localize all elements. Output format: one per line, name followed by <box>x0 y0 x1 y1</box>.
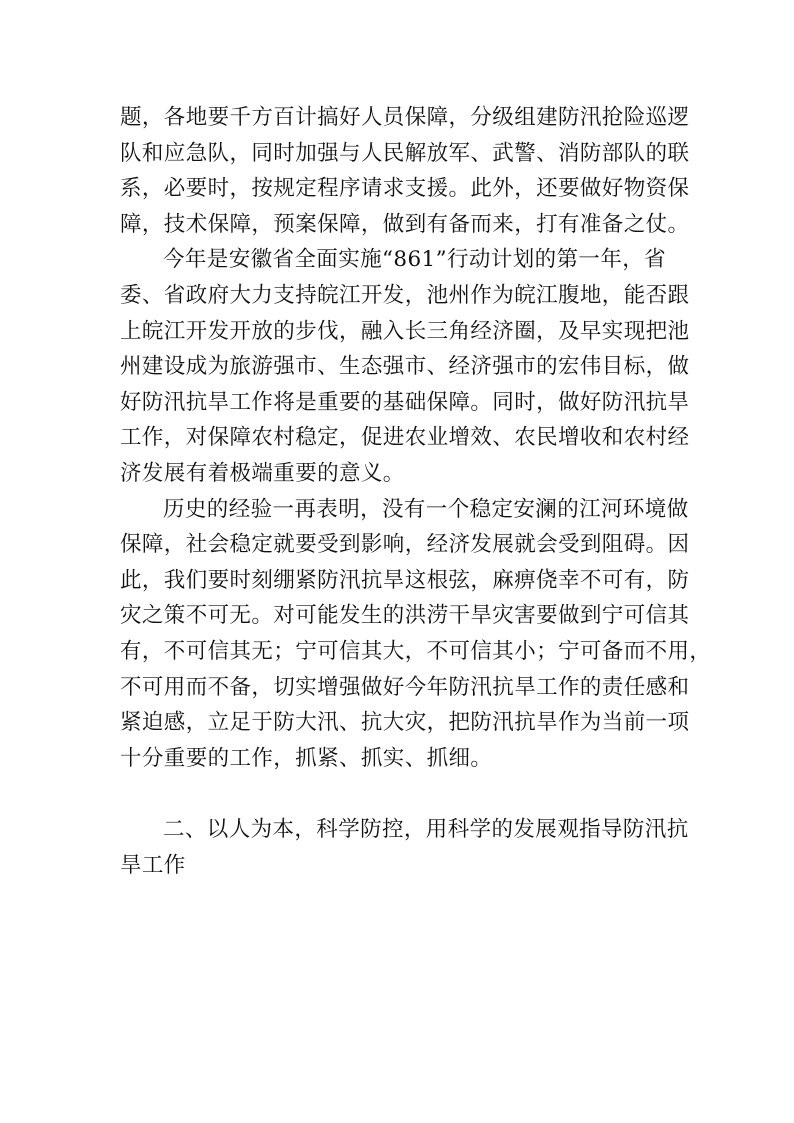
paragraph-personnel-guarantee <box>120 100 690 242</box>
text-line: 不可用而不备，切实增强做好今年防汛抗旱工作的责任感和 <box>120 674 690 700</box>
text-line: 委、省政府大力支持皖江开发，池州作为皖江腹地，能否跟 <box>120 282 690 308</box>
text-line: 队和应急队，同时加强与人民解放军、武警、消防部队的联 <box>120 140 690 166</box>
text-line: 上皖江开发开放的步伐，融入长三角经济圈，及早实现把池 <box>120 318 690 344</box>
document-body <box>120 100 712 883</box>
paragraph-historical-experience <box>120 492 712 777</box>
text-line: 系，必要时，按规定程序请求支援。此外，还要做好物资保 <box>120 176 690 202</box>
text-line: 题，各地要千方百计搞好人员保障，分级组建防汛抢险巡逻 <box>120 105 690 130</box>
text-line: 十分重要的工作，抓紧、抓实、抓细。 <box>120 745 493 771</box>
text-line: 今年是安徽省全面实施“861”行动计划的第一年，省 <box>163 247 667 273</box>
text-line: 工作，对保障农村稳定，促进农业增效、农民增收和农村经 <box>120 425 690 451</box>
heading-line: 旱工作 <box>120 852 186 878</box>
text-line: 州建设成为旅游强市、生态强市、经济强市的宏伟目标，做 <box>120 354 690 380</box>
text-line: 此，我们要时刻绷紧防汛抗旱这根弦，麻痹侥幸不可有，防 <box>120 567 690 593</box>
text-line: 有，不可信其无；宁可信其大，不可信其小；宁可备而不用， <box>120 638 712 664</box>
text-line: 历史的经验一再表明，没有一个稳定安澜的江河环境做 <box>163 496 689 522</box>
section-heading <box>120 812 689 883</box>
text-line: 紧迫感，立足于防大汛、抗大灾，把防汛抗旱作为当前一项 <box>120 710 690 736</box>
text-line: 灾之策不可无。对可能发生的洪涝干旱灾害要做到宁可信其 <box>120 603 690 629</box>
text-line: 保障，社会稳定就要受到影响，经济发展就会受到阻碍。因 <box>120 532 690 558</box>
text-line: 济发展有着极端重要的意义。 <box>120 460 405 486</box>
paragraph-861-plan <box>120 242 690 491</box>
text-line: 好防汛抗旱工作将是重要的基础保障。同时，做好防汛抗旱 <box>120 389 690 415</box>
heading-line: 二、以人为本，科学防控，用科学的发展观指导防汛抗 <box>163 817 689 843</box>
text-line: 障，技术保障，预案保障，做到有备而来，打有准备之仗。 <box>120 211 690 237</box>
